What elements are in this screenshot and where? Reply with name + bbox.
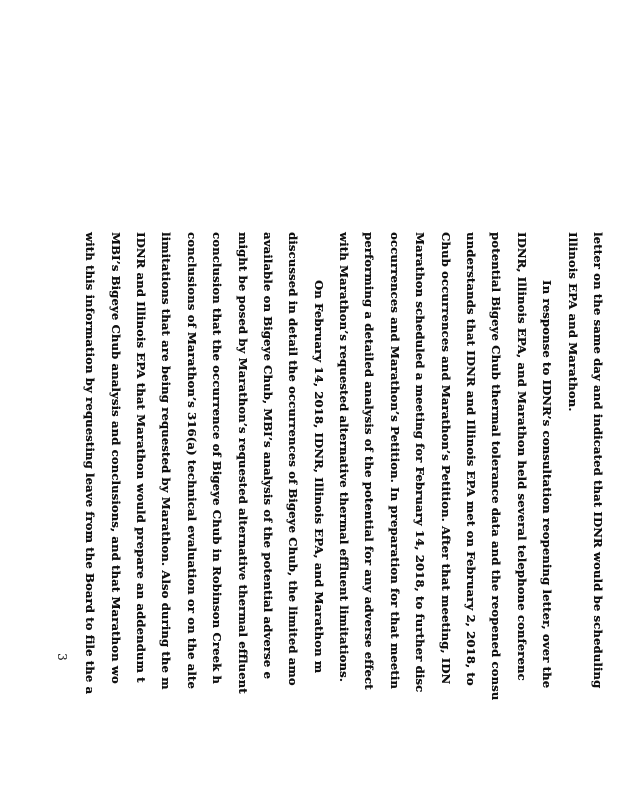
text-line: Chub occurrences and Marathon’s Petition. After that meeting, IDN <box>438 232 453 685</box>
text-line: In response to IDNR’s consultation reopening letter, over the <box>540 280 555 689</box>
text-line: understands that IDNR and Illinois EPA met on February 2, 2018, to <box>464 232 479 686</box>
text-line: Marathon scheduled a meeting for February 14, 2018, to further disc <box>413 232 428 693</box>
text-line: might be posed by Marathon’s requested alternative thermal effluent <box>235 232 250 694</box>
text-line: On February 14, 2018, IDNR, Illinois EPA, and Marathon m <box>311 280 326 674</box>
page-number: 3 <box>54 653 69 661</box>
text-line: limitations that are being requested by Marathon. Also during the m <box>159 232 174 690</box>
text-line: conclusions of Marathon’s 316(a) technical evaluation or on the alte <box>184 232 199 689</box>
document-text-block <box>77 232 610 800</box>
text-line: occurrences and Marathon’s Petition. In preparation for that meetin <box>387 232 402 689</box>
text-line: IDNR, Illinois EPA, and Marathon held several telephone conferenc <box>514 232 529 681</box>
text-line: performing a detailed analysis of the potential for any adverse effect <box>362 232 377 690</box>
text-line: MBI’s Bigeye Chub analysis and conclusions, and that Marathon wo <box>108 232 123 684</box>
text-line: with this information by requesting leave from the Board to file the a <box>83 232 98 695</box>
text-line: with Marathon’s requested alternative thermal effluent limitations. <box>337 232 352 682</box>
text-line: potential Bigeye Chub thermal tolerance data and the reopened consu <box>489 232 504 701</box>
text-line: Illinois EPA and Marathon. <box>565 232 580 412</box>
text-line: IDNR and Illinois EPA that Marathon would prepare an addendum t <box>133 232 148 683</box>
text-line: letter on the same day and indicated that IDNR would be scheduling <box>591 232 605 689</box>
text-line: discussed in detail the occurrences of Bigeye Chub, the limited amo <box>286 232 301 686</box>
text-line: available on Bigeye Chub, MBI’s analysis of the potential adverse e <box>260 232 275 679</box>
text-line: conclusion that the occurrence of Bigeye Chub in Robinson Creek h <box>210 232 225 684</box>
